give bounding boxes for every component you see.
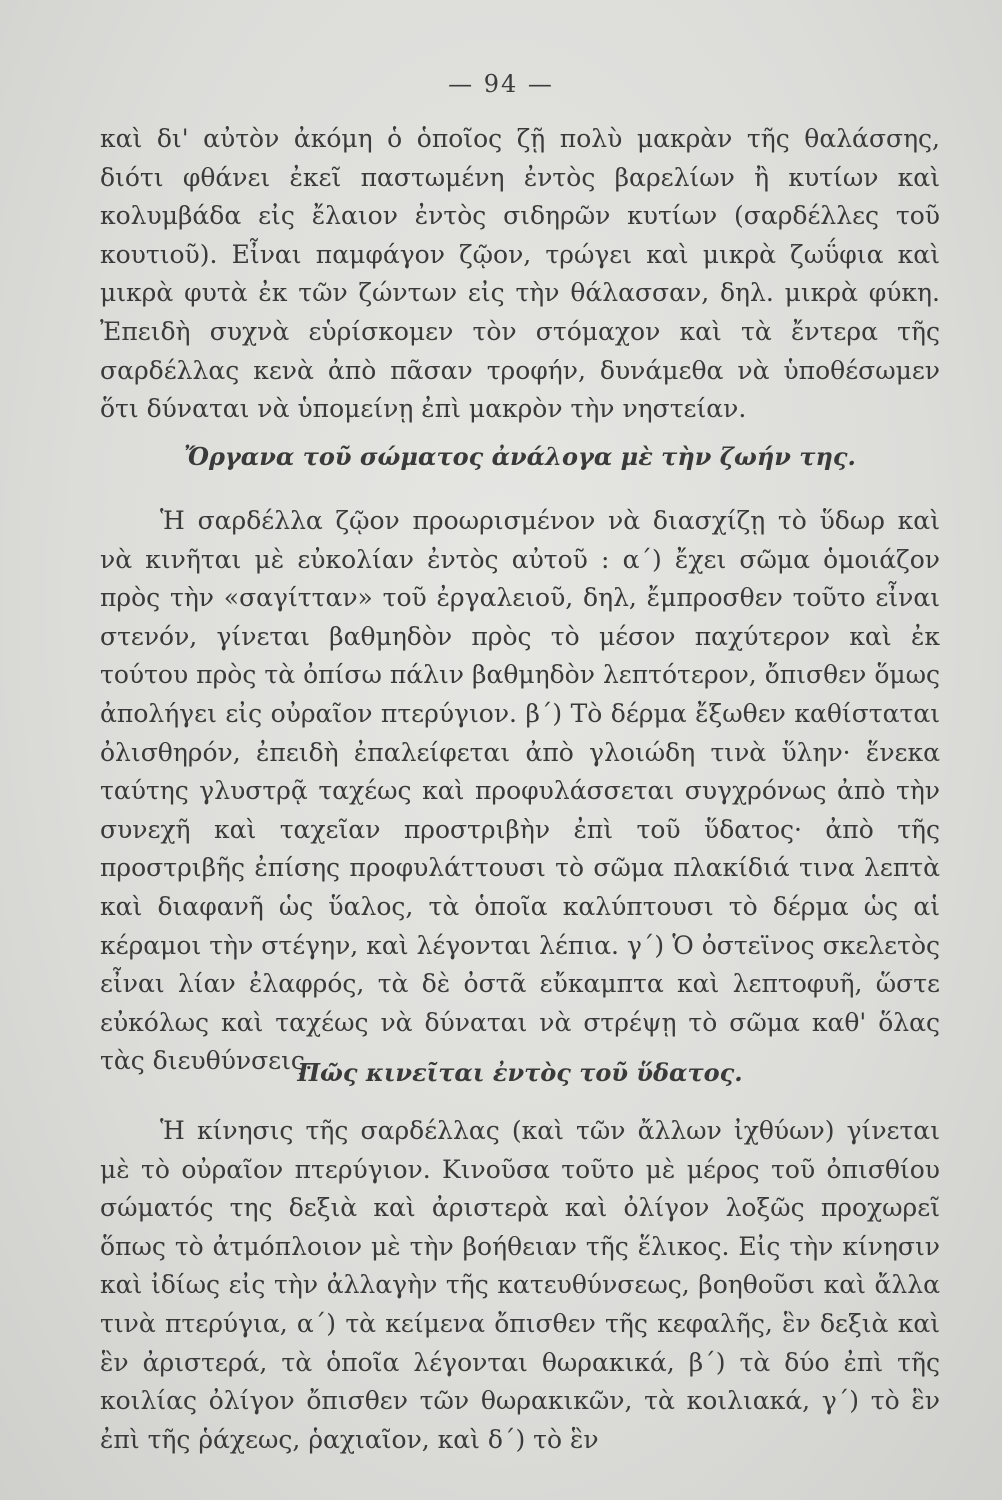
section-heading-movement: Πῶς κινεῖται ἐντὸς τοῦ ὕδατος. [297, 1058, 743, 1087]
page-number: — 94 — [448, 70, 554, 98]
paragraph-movement [100, 1112, 940, 1459]
section-heading-organs: Ὄργανα τοῦ σώματος ἀνάλογα μὲ τὴν ζωήν της. [184, 442, 856, 471]
paragraph-1: καὶ δι' αὐτὸν ἀκόμη ὁ ὁποῖος ζῇ πολὺ μακρὰν τῆς θαλάσσης, διότι φθάνει ἐκεῖ παστωμένη ἐντὸς βαρελίων ἢ κυτίων καὶ κολυμβάδα εἰς ἔλαιον ἐντὸς σιδηρῶν κυτίων (σαρδέλλες τοῦ κουτιοῦ). Εἶναι παμφάγον ζῷον, τρώγει καὶ μικρὰ ζωΰφια καὶ μικρὰ φυτὰ ἐκ τῶν ζώντων εἰς τὴν θάλασσαν, δηλ. μικρὰ φύκη. Ἐπειδὴ συχνὰ εὑρίσκομεν τὸν στόμαχον καὶ τὰ ἔντερα τῆς σαρδέλλας κενὰ ἀπὸ πᾶσαν τροφήν, δυνάμεθα νὰ ὑποθέσωμεν ὅτι δύναται νὰ ὑπομείνῃ ἐπὶ μακρὸν τὴν νηστείαν. [100, 124, 940, 424]
paragraph-2: Ἡ σαρδέλλα ζῷον προωρισμένον νὰ διασχίζῃ τὸ ὕδωρ καὶ νὰ κινῆται μὲ εὐκολίαν ἐντὸς αὐτοῦ : α΄) ἔχει σῶμα ὁμοιάζον πρὸς τὴν «σαγίτταν» τοῦ ἐργαλειοῦ, δηλ, ἔμπροσθεν τοῦτο εἶναι στενόν, γίνεται βαθμηδὸν πρὸς τὸ μέσον παχύτερον καὶ ἐκ τούτου πρὸς τὰ ὀπίσω πάλιν βαθμηδὸν λεπτότερον, ὄπισθεν ὅμως ἀπολήγει εἰς οὐραῖον πτερύγιον. β΄) Τὸ δέρμα ἔξωθεν καθίσταται ὀλισθηρόν, ἐπειδὴ ἐπαλείφεται ἀπὸ γλοιώδη τινὰ ὕλην· ἕνεκα ταύτης γλυστρᾷ ταχέως καὶ προφυλάσσεται συγχρόνως ἀπὸ τὴν συνεχῆ καὶ ταχεῖαν προστριβὴν ἐπὶ τοῦ ὕδατος· ἀπὸ τῆς προστριβῆς ἐπίσης προφυλάττουσι τὸ σῶμα πλακίδιά τινα λεπτὰ καὶ διαφανῆ ὡς ὕαλος, τὰ ὁποῖα καλύπτουσι τὸ δέρμα ὡς αἱ κέραμοι τὴν στέγην, καὶ λέγονται λέπια. γ΄) Ὁ ὀστεϊνος σκελετὸς εἶναι λίαν ἐλαφρός, τὰ δὲ ὀστᾶ εὔκαμπτα καὶ λεπτοφυῆ, ὥστε εὐκόλως καὶ ταχέως νὰ δύναται νὰ στρέψῃ τὸ σῶμα καθ' ὅλας τὰς διευθύνσεις. [100, 506, 940, 1076]
paragraph-intro [100, 120, 940, 429]
paragraph-body [100, 502, 940, 1081]
paragraph-3: Ἡ κίνησις τῆς σαρδέλλας (καὶ τῶν ἄλλων ἰχθύων) γίνεται μὲ τὸ οὐραῖον πτερύγιον. Κινοῦσα τοῦτο μὲ μέρος τοῦ ὀπισθίου σώματός της δεξιὰ καὶ ἀριστερὰ καὶ ὀλίγον λοξῶς προχωρεῖ ὅπως τὸ ἀτμόπλοιον μὲ τὴν βοήθειαν τῆς ἕλικος. Εἰς τὴν κίνησιν καὶ ἰδίως εἰς τὴν ἀλλαγὴν τῆς κατευθύνσεως, βοηθοῦσι καὶ ἄλλα τινὰ πτερύγια, α΄) τὰ κείμενα ὄπισθεν τῆς κεφαλῆς, ἓν δεξιὰ καὶ ἓν ἀριστερά, τὰ ὁποῖα λέγονται θωρακικά, β΄) τὰ δύο ἐπὶ τῆς κοιλίας ὀλίγον ὄπισθεν τῶν θωρακικῶν, τὰ κοιλιακά, γ΄) τὸ ἓν ἐπὶ τῆς ῥάχεως, ῥαχιαῖον, καὶ δ΄) τὸ ἓν [100, 1116, 940, 1454]
